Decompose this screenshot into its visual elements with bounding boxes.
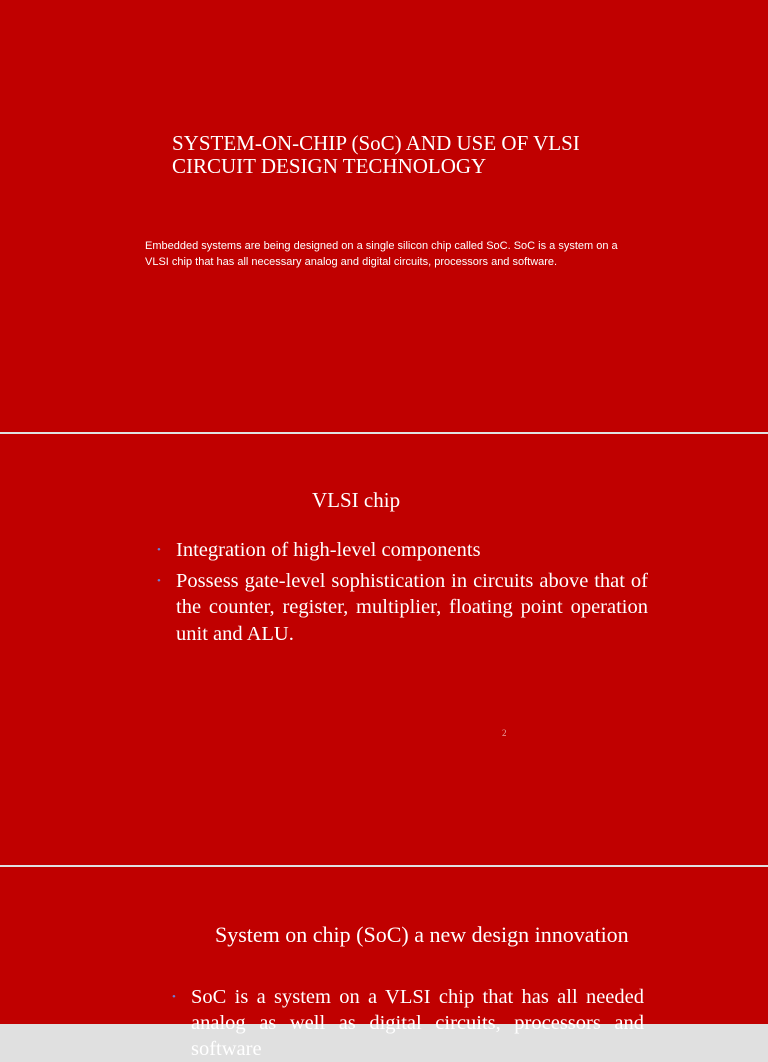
bullet-text: SoC is a system on a VLSI chip that has all needed analog as well as digital circuits, processors and software xyxy=(191,986,644,1060)
slide-1-body-line: VLSI chip that has all necessary analog and digital circuits, processors and software. xyxy=(145,255,558,268)
slide-1-title xyxy=(172,132,642,178)
bullet-item xyxy=(172,984,644,1062)
slide-1-body-line: Embedded systems are being designed on a single silicon chip called SoC. SoC is a system on a xyxy=(145,240,618,252)
slide-2-bullet-list xyxy=(157,537,648,651)
bullet-item xyxy=(157,537,648,564)
bullet-item xyxy=(157,568,648,648)
slide-1-title-line: SYSTEM-ON-CHIP (SoC) AND USE OF VLSI xyxy=(172,131,580,155)
slide-1 xyxy=(0,0,768,432)
bullet-dot-icon: • xyxy=(172,991,176,1003)
bullet-dot-icon: • xyxy=(157,574,161,587)
page-number: 2 xyxy=(502,728,507,738)
slide-3-title: System on chip (SoC) a new design innovation xyxy=(215,922,629,947)
bullet-text: Possess gate-level sophistication in circuits above that of the counter, register, multiplier, floating point operation unit and ALU. xyxy=(176,569,648,645)
slide-1-title-line: CIRCUIT DESIGN TECHNOLOGY xyxy=(172,154,487,178)
slide-3-bullet-list xyxy=(172,984,644,1062)
slide-1-body xyxy=(145,239,645,270)
bullet-text: Integration of high-level components xyxy=(176,539,481,561)
slide-2-title: VLSI chip xyxy=(312,488,401,512)
bullet-dot-icon: • xyxy=(157,544,161,556)
